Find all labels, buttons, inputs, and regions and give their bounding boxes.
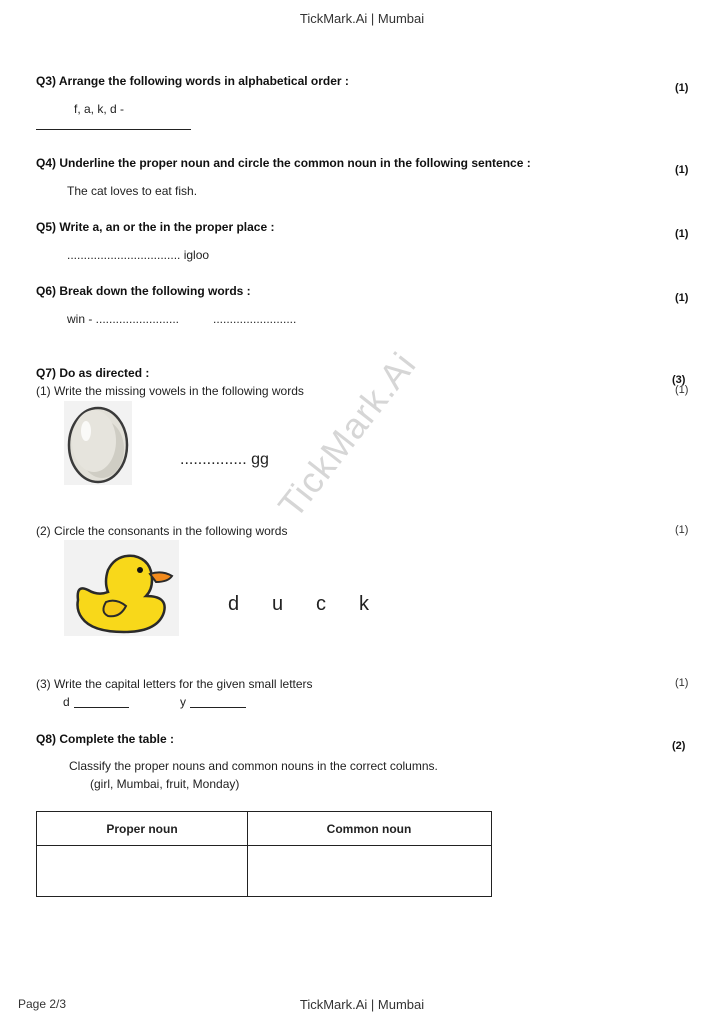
q7-sub3-marks: (1) <box>675 677 689 689</box>
nouns-table <box>36 811 492 897</box>
table-cell-proper-noun[interactable] <box>37 846 247 896</box>
q6-part2[interactable]: ......................... <box>213 312 297 326</box>
q7-sub3-answer-line-1[interactable] <box>74 707 129 708</box>
table-header-common-noun: Common noun <box>326 822 412 836</box>
q7-sub2-text: (2) Circle the consonants in the following words <box>36 524 288 538</box>
q7-sub1-text: (1) Write the missing vowels in the following words <box>36 384 304 398</box>
q7-sub3-letter-d: d <box>63 695 70 709</box>
watermark: TickMark.Ai <box>270 344 425 526</box>
page-footer: TickMark.Ai | Mumbai <box>299 997 425 1012</box>
q7-marks: (3) <box>672 374 686 386</box>
duck-letter-4[interactable]: k <box>359 593 369 615</box>
duck-icon <box>64 540 179 636</box>
duck-letter-3[interactable]: c <box>316 593 326 615</box>
q7-sub2-marks: (1) <box>675 524 689 536</box>
q5-title: Q5) Write a, an or the in the proper place : <box>36 220 275 234</box>
q4-marks: (1) <box>675 164 689 176</box>
page-number: Page 2/3 <box>18 997 67 1011</box>
q6-title: Q6) Break down the following words : <box>36 284 251 298</box>
q7-sub3-answer-line-2[interactable] <box>190 707 246 708</box>
q7-title: Q7) Do as directed : <box>36 366 150 380</box>
duck-letter-2[interactable]: u <box>272 593 284 615</box>
table-cell-common-noun[interactable] <box>248 846 491 896</box>
q4-sentence: The cat loves to eat fish. <box>67 184 198 198</box>
q8-marks: (2) <box>672 740 686 752</box>
duck-letter-1[interactable]: d <box>228 593 240 615</box>
q7-sub1-marks: (1) <box>675 384 689 396</box>
egg-icon <box>64 401 132 485</box>
q7-sub3-letter-y: y <box>180 695 186 709</box>
q3-title: Q3) Arrange the following words in alphabetical order : <box>36 74 349 88</box>
q8-words: (girl, Mumbai, fruit, Monday) <box>90 777 240 791</box>
table-header-proper-noun: Proper noun <box>106 822 178 836</box>
q7-sub3-text: (3) Write the capital letters for the given small letters <box>36 677 313 691</box>
q3-marks: (1) <box>675 82 689 94</box>
q3-words: f, a, k, d - <box>74 102 125 116</box>
q6-part1[interactable]: win - ......................... <box>67 312 180 326</box>
q7-sub1-answer[interactable]: ............... gg <box>180 451 269 468</box>
q8-instruction: Classify the proper nouns and common nouns in the correct columns. <box>69 759 438 773</box>
q3-answer-line[interactable] <box>36 129 191 130</box>
q6-marks: (1) <box>675 292 689 304</box>
q4-title: Q4) Underline the proper noun and circle the common noun in the following sentence : <box>36 156 531 170</box>
q8-title: Q8) Complete the table : <box>36 732 175 746</box>
page-header: TickMark.Ai | Mumbai <box>299 11 425 26</box>
q5-blank[interactable]: .................................. igloo <box>67 248 210 262</box>
q5-marks: (1) <box>675 228 689 240</box>
